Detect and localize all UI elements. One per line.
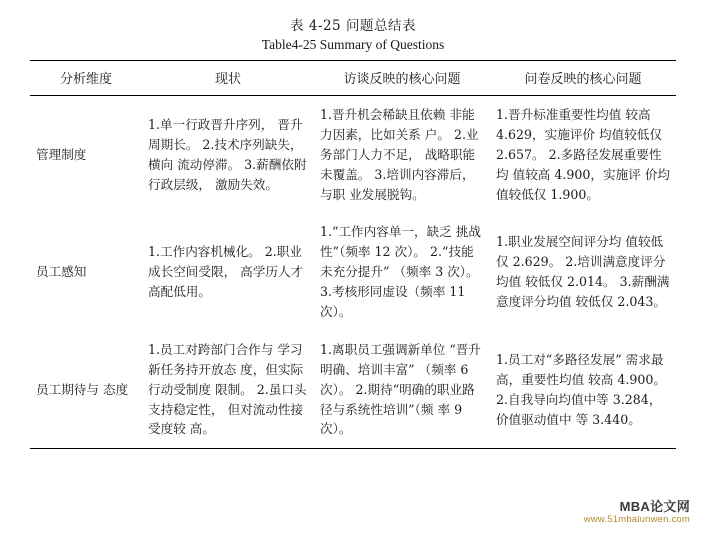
cell-dimension: 管理制度 (36, 146, 87, 162)
cell-interview: 1.晋升机会稀缺且依赖 非能力因素，比如关系 户。 2.业务部门人力不足， 战略职能未覆盖。 3.培训内容滞后，与职 业发展脱钩。 (320, 107, 479, 202)
watermark-brand: MBA论文网 (619, 499, 690, 515)
cell-interview: 1.“工作内容单一，缺乏 挑战性”（频率 12 次）。 2.“技能未充分提升” （频率 3 次）。 3.考核形同虚设（频率 11 次）。 (320, 224, 481, 320)
column-header-dimension: 分析维度 (30, 61, 142, 96)
table-row (30, 213, 676, 330)
table-row (30, 331, 676, 449)
column-header-status: 现状 (142, 61, 314, 96)
cell-status: 1.单一行政晋升序列， 晋升周期长。 2.技术序列缺失，横向 流动停滞。 3.薪酬依附行政层级， 激励失效。 (148, 116, 307, 192)
table-header-row (30, 61, 676, 96)
table-row (30, 96, 676, 214)
cell-dimension: 员工感知 (36, 264, 87, 280)
cell-status: 1.员工对跨部门合作与 学习新任务持开放态 度，但实际行动受制度 限制。 2.虽口头支持稳定性， 但对流动性接受度较 高。 (142, 331, 314, 449)
column-header-interview: 访谈反映的核心问题 (314, 61, 490, 96)
summary-of-questions-table (30, 60, 676, 449)
table-title-en: Table4-25 Summary of Questions (261, 37, 445, 52)
table-header (30, 61, 676, 96)
table-title-cn: 表 4-25 问题总结表 (290, 18, 416, 34)
watermark-url: www.51mbalunwen.com (583, 514, 690, 526)
cell-questionnaire: 1.员工对“多路径发展” 需求最高，重要性均值 较高 4.900。 2.自我导向均值中等 3.284，价值驱动值中 等 3.440。 (490, 331, 676, 449)
cell-interview: 1.离职员工强调新单位 “晋升明确、培训丰富” （频率 6 次）。 2.期待“明确的职业路 径与系统性培训”（频 率 9 次）。 (314, 331, 490, 449)
cell-questionnaire: 1.职业发展空间评分均 值较低仅 2.629。 2.培训满意度评分均值 较低仅 2.014。 3.薪酬满意度评分均值 较低仅 2.043。 (496, 234, 670, 310)
cell-questionnaire: 1.晋升标准重要性均值 较高 4.629，实施评价 均值较低仅 2.657。 2.多路径发展重要性均 值较高 4.900，实施评 价均值较低仅 1.900。 (496, 107, 671, 202)
watermark (584, 500, 690, 526)
column-header-questionnaire: 问卷反映的核心问题 (490, 61, 676, 96)
cell-dimension: 员工期待与 态度 (30, 331, 142, 449)
cell-status: 1.工作内容机械化。 2.职业成长空间受限， 高学历人才高配低用。 (148, 244, 304, 300)
table-body (30, 96, 676, 449)
